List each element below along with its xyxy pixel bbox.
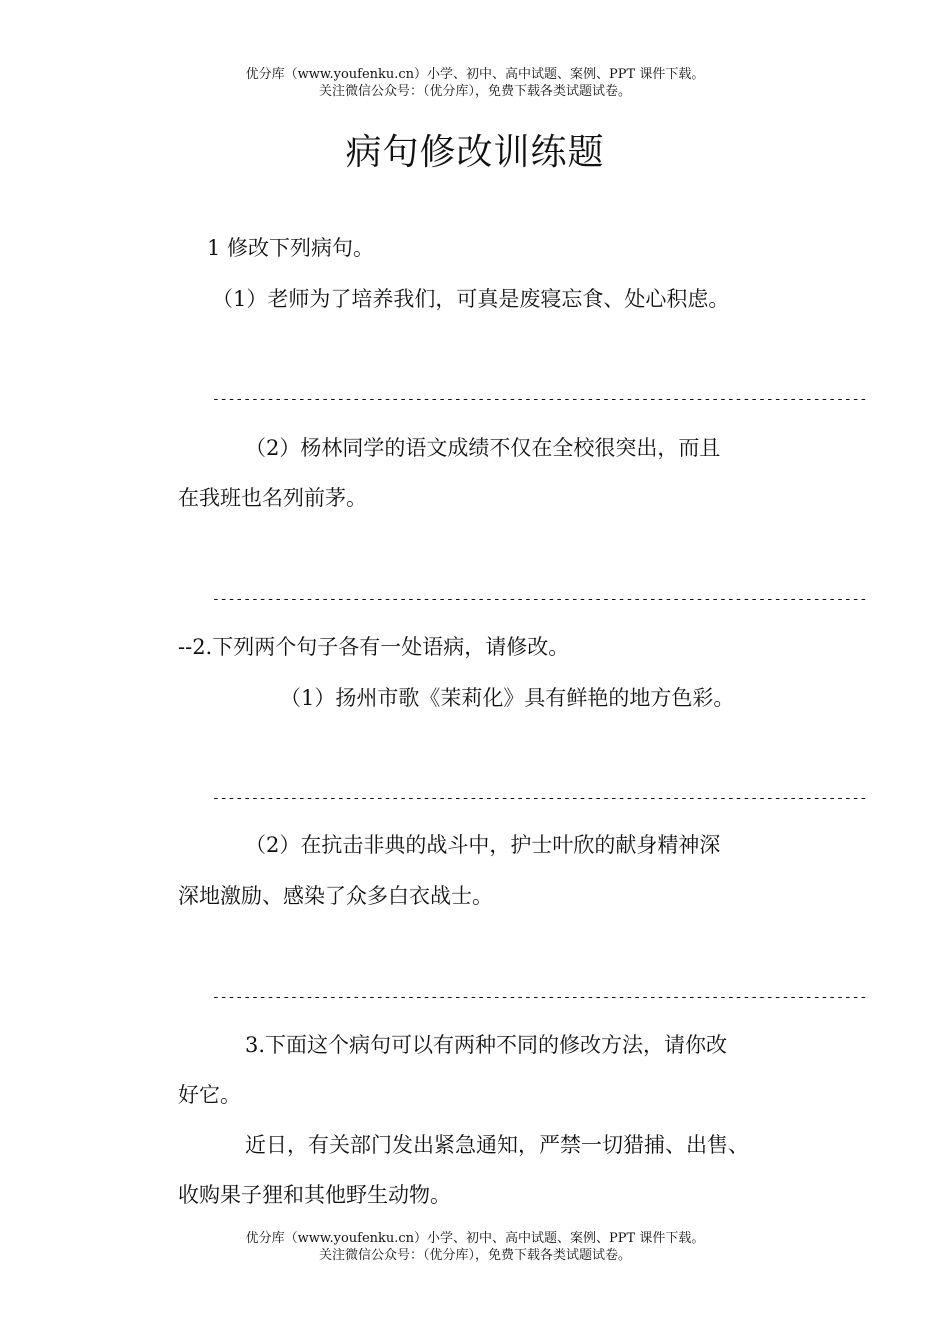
footer-line-1: 优分库（www.youfenku.cn）小学、初中、高中试题、案例、PPT 课件下载。 xyxy=(245,1231,705,1246)
answer-line: ------------------------------------------------------------------------------------ xyxy=(212,392,868,407)
answer-line: ------------------------------------------------------------------------------------ xyxy=(212,592,868,607)
question-1-2-part-1: （2）杨林同学的语文成绩不仅在全校很突出，而且 xyxy=(245,436,721,460)
header-line-1: 优分库（www.youfenku.cn）小学、初中、高中试题、案例、PPT 课件下载。 xyxy=(245,67,705,82)
question-2-1: （1）扬州市歌《茉莉化》具有鲜艳的地方色彩。 xyxy=(280,686,735,710)
header-line-2: 关注微信公众号：（优分库），免费下载各类试题试卷。 xyxy=(318,84,631,99)
question-2: --2.下列两个句子各有一处语病，请修改。 xyxy=(178,635,570,659)
question-1: 1 修改下列病句。 xyxy=(207,236,375,260)
question-1-1: （1）老师为了培养我们，可真是废寝忘食、处心积虑。 xyxy=(212,287,730,311)
question-2-2-part-2: 深地激励、感染了众多白衣战士。 xyxy=(178,884,493,908)
page-header xyxy=(0,66,950,100)
question-1-2-part-2: 在我班也名列前茅。 xyxy=(178,486,367,510)
footer-line-2: 关注微信公众号：（优分库），免费下载各类试题试卷。 xyxy=(318,1248,631,1263)
answer-line: ------------------------------------------------------------------------------------ xyxy=(212,791,868,806)
question-2-2-part-1: （2）在抗击非典的战斗中，护士叶欣的献身精神深 xyxy=(245,833,721,857)
question-3-part-1: 3.下面这个病句可以有两种不同的修改方法，请你改 xyxy=(245,1033,728,1057)
question-3-part-2: 好它。 xyxy=(178,1083,241,1107)
page-footer xyxy=(0,1230,950,1264)
page-title: 病句修改训练题 xyxy=(345,132,605,173)
answer-line: ------------------------------------------------------------------------------------ xyxy=(212,990,868,1005)
question-3-sentence-part-2: 收购果子狸和其他野生动物。 xyxy=(178,1183,451,1207)
question-3-sentence-part-1: 近日，有关部门发出紧急通知，严禁一切猎捕、出售、 xyxy=(245,1133,749,1157)
